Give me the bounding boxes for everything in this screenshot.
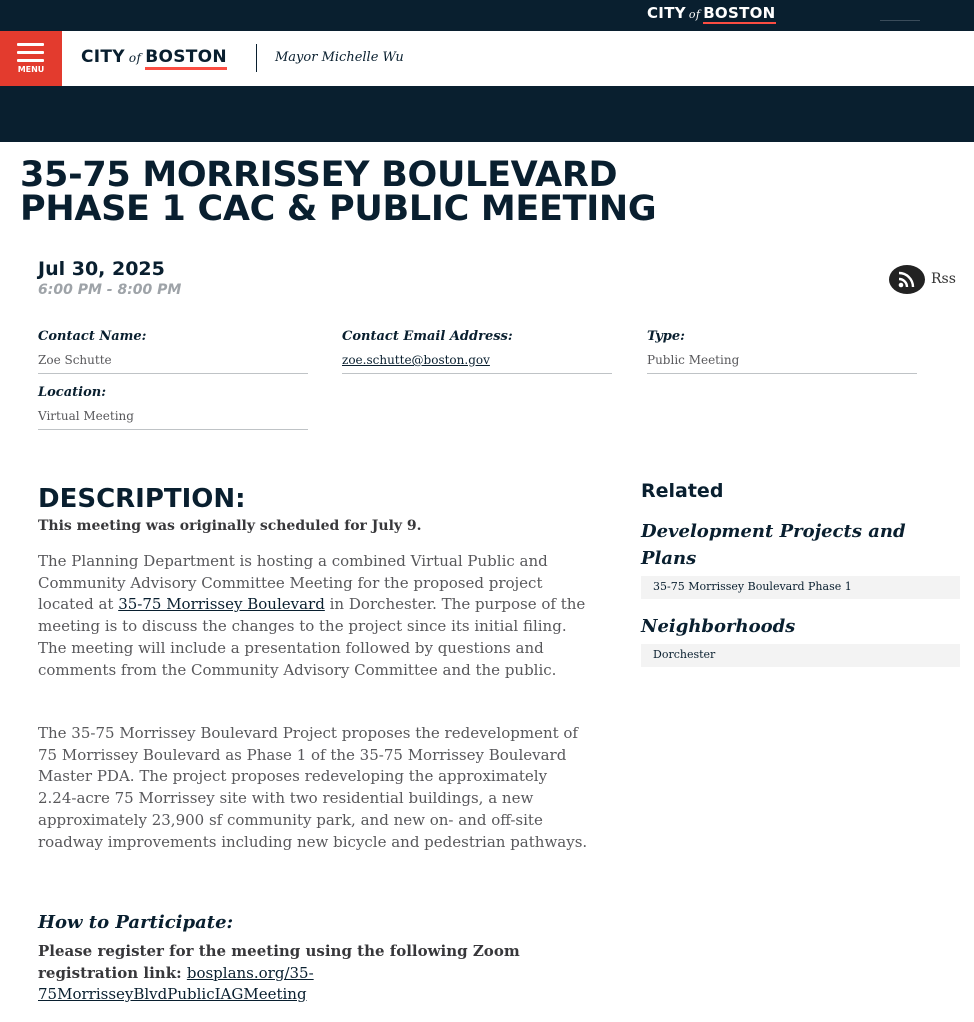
top-bar (0, 0, 974, 31)
search-underline[interactable] (880, 20, 920, 21)
contact-name-field: Contact Name: Zoe Schutte (38, 329, 308, 374)
location-field: Location: Virtual Meeting (38, 385, 308, 430)
rss-link[interactable] (889, 265, 969, 295)
dev-projects-heading: Development Projects and Plans (641, 521, 906, 569)
event-location: Virtual Meeting (38, 409, 134, 423)
hamburger-icon (17, 43, 44, 46)
rss-icon (889, 265, 925, 294)
menu-button[interactable] (0, 31, 62, 86)
header-divider (256, 44, 257, 72)
city-logo-link[interactable]: CITY of BOSTON (81, 47, 227, 67)
event-type: Public Meeting (647, 353, 740, 367)
project-link[interactable]: 35-75 Morrissey Boulevard (118, 595, 325, 614)
neighborhood-link[interactable]: Dorchester (641, 644, 960, 667)
site-header (0, 31, 974, 86)
nav-band (0, 86, 974, 142)
page-title: 35-75 MORRISSEY BOULEVARD PHASE 1 CAC & PUBLIC MEETING (20, 155, 657, 229)
description-heading: DESCRIPTION: (38, 484, 246, 514)
related-heading: Related (641, 480, 724, 502)
event-time: 6:00 PM - 8:00 PM (38, 282, 182, 298)
how-to-participate-heading: How to Participate: (38, 912, 234, 933)
neighborhoods-heading: Neighborhoods (641, 616, 796, 637)
top-brand-link[interactable]: CITY of BOSTON (647, 4, 776, 22)
registration-text: Please register for the meeting using the following Zoom registration link: bosplans.org/35-75MorrisseyBlvdPublicIAGMeeting (38, 942, 520, 1004)
rss-label: Rss (931, 271, 956, 287)
type-field: Type: Public Meeting (647, 329, 917, 374)
menu-label: MENU (17, 65, 45, 74)
event-date: Jul 30, 2025 (38, 258, 165, 280)
contact-email-field: Contact Email Address: zoe.schutte@boston.gov (342, 329, 612, 374)
description-paragraph-2: The 35-75 Morrissey Boulevard Project proposes the redevelopment of 75 Morrissey Boulevard as Phase 1 of the 35-75 Morrissey Boulevard Master PDA. The project proposes redeveloping the approximately 2.24-acre 75 Morrissey site with two residential buildings, a new approximately 23,900 sf community park, and new on- and off-site roadway improvements including new bicycle and pedestrian pathways. (38, 724, 588, 851)
contact-name: Zoe Schutte (38, 353, 112, 367)
zoom-registration-link[interactable]: bosplans.org/35-75MorrisseyBlvdPublicIAGMeeting (38, 963, 314, 1004)
description-paragraph-1: The Planning Department is hosting a combined Virtual Public and Community Advisory Committee Meeting for the proposed project located at 35-75 Morrissey Boulevard in Dorchester. The purpose of the meeting is to discuss the changes to the project since its initial filing. The meeting will include a presentation followed by questions and comments from the Community Advisory Committee and the public. (38, 552, 586, 679)
contact-email-link[interactable]: zoe.schutte@boston.gov (342, 353, 490, 367)
mayor-name: Mayor Michelle Wu (275, 50, 404, 65)
related-project-link[interactable]: 35-75 Morrissey Boulevard Phase 1 (641, 576, 960, 599)
schedule-note: This meeting was originally scheduled for July 9. (38, 518, 422, 534)
